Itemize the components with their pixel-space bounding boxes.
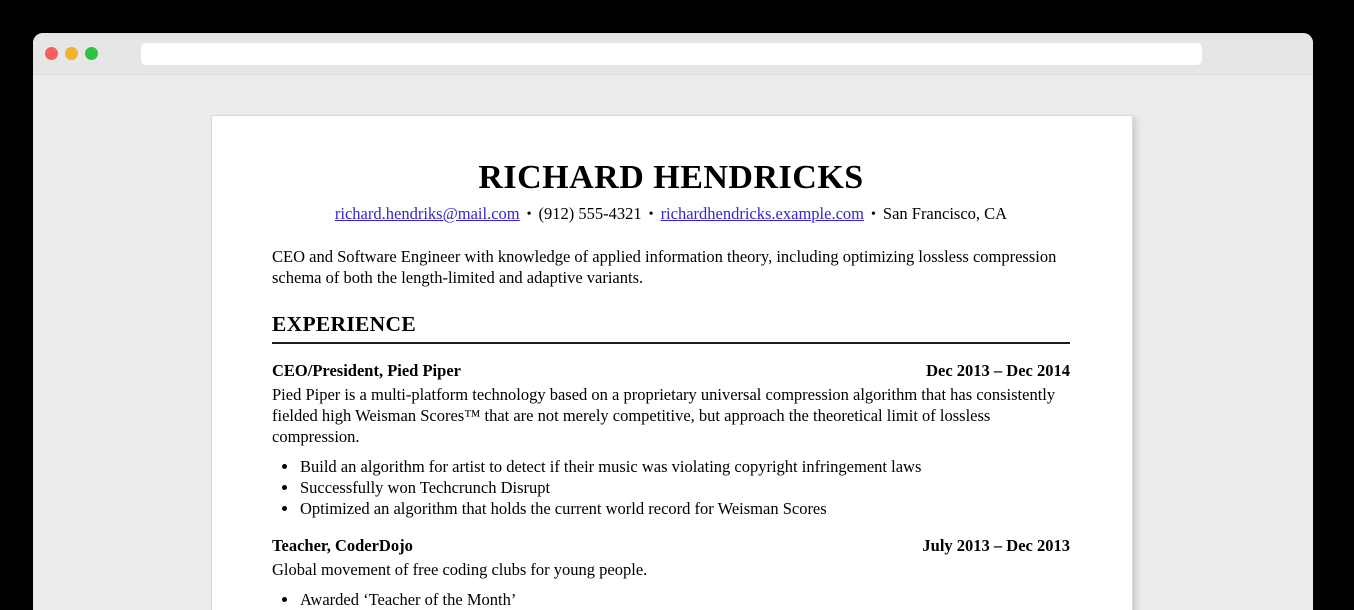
minimize-button[interactable] <box>65 47 78 60</box>
separator-dot: • <box>526 206 532 222</box>
contact-line <box>272 203 1070 226</box>
maximize-button[interactable] <box>85 47 98 60</box>
bullet-item: • Build an algorithm for artist to detect if their music was violating copyright infringement laws <box>299 456 1070 477</box>
job-header <box>272 360 1070 381</box>
job-dates: July 2013 – Dec 2013 <box>922 535 1070 555</box>
bullet-item: • Successfully won Techcrunch Disrupt <box>299 477 1070 498</box>
browser-viewport <box>33 75 1313 610</box>
window-controls <box>33 47 98 60</box>
job-title: CEO/President, Pied Piper <box>272 360 461 380</box>
browser-window <box>33 33 1313 610</box>
close-button[interactable] <box>45 47 58 60</box>
job-dates: Dec 2013 – Dec 2014 <box>926 360 1070 380</box>
browser-toolbar <box>33 33 1313 75</box>
bullet-item: • Optimized an algorithm that holds the current world record for Weisman Scores <box>299 498 1070 519</box>
resume-page <box>211 115 1133 610</box>
location-text: San Francisco, CA <box>882 203 1008 223</box>
phone-number: (912) 555-4321 <box>538 203 642 223</box>
job-description: Global movement of free coding clubs for young people. <box>272 559 648 579</box>
page-title: RICHARD HENDRICKS <box>478 159 864 196</box>
address-bar[interactable] <box>141 43 1202 65</box>
separator-dot: • <box>648 206 654 222</box>
job-entry-pied-piper <box>272 360 1070 519</box>
job-title: Teacher, CoderDojo <box>272 535 413 555</box>
job-bullet-list <box>272 589 1070 610</box>
job-bullet-list <box>272 456 1070 519</box>
section-heading-experience: EXPERIENCE <box>272 312 1070 344</box>
summary-paragraph: CEO and Software Engineer with knowledge of applied information theory, including optimizing lossless compression schema of both the length-limited and adaptive variants. <box>272 246 1057 287</box>
bullet-item: • Awarded ‘Teacher of the Month’ <box>299 589 1070 610</box>
separator-dot: • <box>870 206 876 222</box>
website-link[interactable]: richardhendricks.example.com <box>660 203 864 223</box>
job-entry-coderdojo <box>272 535 1070 610</box>
job-description: Pied Piper is a multi-platform technology based on a proprietary universal compression algorithm that has consistently fielded high Weisman Scores™ that are not merely competitive, but approach the theoretical limit of lossless compression. <box>272 384 1056 446</box>
job-header <box>272 535 1070 556</box>
email-link[interactable]: richard.hendriks@mail.com <box>334 203 520 223</box>
